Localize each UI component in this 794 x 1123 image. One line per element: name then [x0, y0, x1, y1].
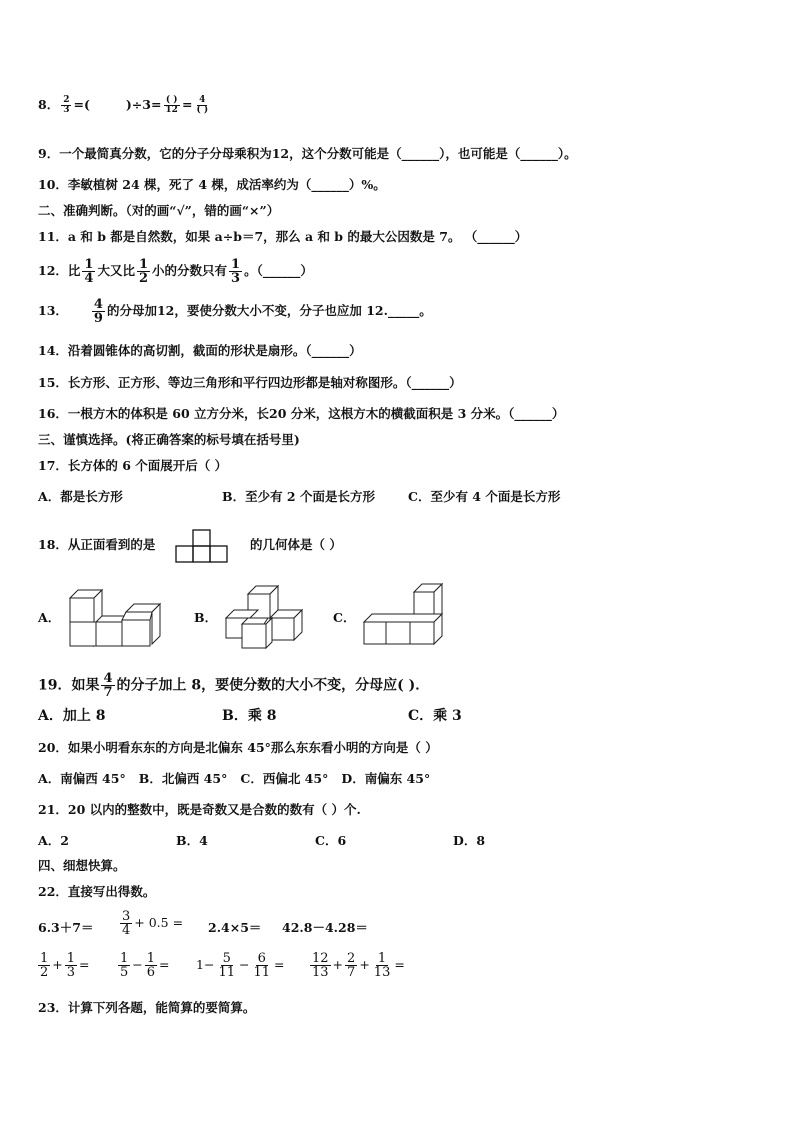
minus-sign: −: [132, 957, 143, 972]
fraction: [229, 258, 242, 285]
text: =(: [73, 97, 90, 112]
denominator: 6: [146, 965, 156, 980]
fraction: [372, 952, 393, 979]
numerator: 4: [199, 95, 206, 105]
denominator: 7: [103, 685, 113, 700]
fraction: [345, 952, 357, 979]
denominator: 12: [165, 105, 178, 115]
denominator: 13: [312, 965, 329, 980]
fraction: [38, 952, 50, 979]
plus-sign: +: [332, 957, 344, 972]
fraction: [251, 952, 272, 979]
option-a[interactable]: A．2: [38, 833, 69, 848]
text: 小的分数只有: [152, 263, 228, 278]
expression-4: 42.8－4.28＝: [282, 920, 368, 935]
text: 大又比: [97, 263, 135, 278]
numerator: 4: [103, 671, 113, 686]
question-20-options[interactable]: A．南偏西 45° B．北偏西 45° C．西偏北 45° D．南偏东 45°: [38, 771, 431, 786]
minus-sign: −: [238, 957, 250, 972]
plus-sign: +: [359, 957, 370, 972]
option-c[interactable]: C．至少有 4 个面是长方形: [408, 489, 561, 504]
fraction: [61, 96, 71, 115]
numerator: 2: [63, 95, 70, 105]
fraction: [120, 910, 132, 937]
text: )÷3=: [125, 97, 162, 112]
option-b[interactable]: B．乘 8: [222, 708, 277, 724]
question-12: [38, 258, 313, 285]
denominator: 3: [66, 965, 76, 980]
expression-8: [308, 952, 405, 979]
option-a[interactable]: A．都是长方形: [38, 489, 123, 504]
question-13: [38, 298, 432, 325]
question-18-prefix: 18．从正面看到的是: [38, 537, 156, 552]
question-22: 22．直接写出得数。: [38, 884, 156, 899]
denominator: 13: [373, 965, 391, 980]
expression-5: [36, 952, 90, 979]
numerator: 1: [138, 257, 149, 272]
denominator: 5: [120, 965, 129, 980]
option-d[interactable]: D．8: [453, 833, 486, 848]
text: + 0.5 =: [134, 915, 184, 930]
option-a[interactable]: A．: [38, 610, 61, 625]
text: 13．: [38, 303, 68, 318]
question-18-suffix: 的几何体是（ ）: [250, 537, 342, 552]
numerator: 4: [93, 297, 103, 312]
section-4-heading: 四、细想快算。: [38, 858, 126, 873]
equals-sign: =: [159, 957, 170, 972]
text: 12．比: [38, 263, 81, 278]
option-b[interactable]: B．4: [176, 833, 208, 848]
denominator: 4: [122, 923, 131, 938]
question-9: 9．一个最简真分数，它的分子分母乘积为12，这个分数可能是（______），也可能是（______）。: [38, 146, 577, 161]
expression-1: 6.3＋7＝: [38, 920, 94, 935]
denominator: 9: [93, 311, 103, 326]
fraction: [145, 952, 157, 979]
front-view-figure: [175, 528, 231, 564]
fraction: [137, 258, 150, 285]
fraction: [92, 298, 105, 325]
text: 的分母加12，要使分数大小不变，分子也应加 12._____。: [106, 303, 432, 318]
question-8: [38, 96, 212, 115]
fraction: [65, 952, 77, 979]
expression-3: 2.4×5＝: [208, 920, 262, 935]
cube-figure-c: [362, 582, 448, 648]
text: =: [181, 97, 193, 112]
expression-7: [196, 952, 285, 979]
option-b[interactable]: B．至少有 2 个面是长方形: [222, 489, 375, 504]
fraction: [118, 952, 130, 979]
denominator: ( ): [196, 105, 209, 115]
question-21: 21．20 以内的整数中，既是奇数又是合数的数有（ ）个.: [38, 802, 361, 817]
fraction: [101, 672, 114, 699]
option-a[interactable]: A．加上 8: [38, 708, 106, 724]
numerator: 1: [146, 951, 156, 966]
numerator: 6: [257, 951, 266, 966]
question-23: 23．计算下列各题，能简算的要简算。: [38, 1000, 256, 1015]
equals-sign: =: [394, 957, 405, 972]
minus-sign: −: [203, 957, 215, 972]
plus-sign: +: [52, 957, 63, 972]
text: 。（______）: [244, 263, 313, 278]
expression-6: [116, 952, 170, 979]
numerator: 2: [347, 951, 356, 966]
denominator: 3: [231, 271, 241, 286]
question-10: 10．李敏植树 24 棵，死了 4 棵，成活率约为（______）%。: [38, 177, 386, 192]
denominator: 2: [40, 965, 49, 980]
question-17: 17．长方体的 6 个面展开后（ ）: [38, 458, 228, 473]
numerator: 1: [231, 257, 241, 272]
question-11: 11．a 和 b 都是自然数，如果 a÷b＝7，那么 a 和 b 的最大公因数是 7。 （______）: [38, 229, 528, 244]
section-3-heading: 三、谨慎选择。(将正确答案的标号填在括号里): [38, 432, 300, 447]
denominator: 2: [138, 271, 149, 286]
numerator: 1: [40, 951, 49, 966]
question-16: 16．一根方木的体积是 60 立方分米，长20 分米，这根方木的横截面积是 3 分米。（______）: [38, 406, 565, 421]
fraction: [194, 96, 210, 115]
numerator: 12: [312, 951, 329, 966]
fraction: [163, 96, 180, 115]
denominator: 4: [84, 271, 94, 286]
question-number: 8．: [38, 97, 60, 112]
question-20: 20．如果小明看东东的方向是北偏东 45°那么东东看小明的方向是（ ）: [38, 740, 438, 755]
option-c[interactable]: C．乘 3: [408, 708, 462, 724]
denominator: 7: [347, 965, 356, 980]
question-19: [38, 672, 429, 699]
denominator: 11: [253, 965, 271, 980]
expression-2: [118, 910, 183, 937]
fraction: [216, 952, 237, 979]
option-c[interactable]: C．: [333, 610, 356, 625]
denominator: 3: [63, 105, 70, 115]
numerator: 1: [66, 951, 76, 966]
denominator: 11: [218, 965, 235, 980]
numerator: 1: [377, 951, 387, 966]
numerator: ( ): [165, 95, 178, 105]
text: 1: [196, 957, 204, 972]
option-b[interactable]: B．: [194, 610, 218, 625]
equals-sign: =: [79, 957, 90, 972]
fraction: [310, 952, 331, 979]
option-c[interactable]: C．6: [315, 833, 347, 848]
section-2-heading: 二、准确判断。（对的画“√”，错的画“×”）: [38, 203, 280, 218]
fraction: [82, 258, 95, 285]
cube-figure-a: [68, 586, 164, 650]
question-15: 15．长方形、正方形、等边三角形和平行四边形都是轴对称图形。（______）: [38, 375, 462, 390]
text: 19．如果: [38, 677, 100, 694]
numerator: 1: [84, 257, 94, 272]
cube-figure-b: [222, 584, 308, 650]
equals-sign: =: [274, 957, 285, 972]
question-14: 14．沿着圆锥体的高切割，截面的形状是扇形。（______）: [38, 343, 362, 358]
numerator: 1: [120, 951, 129, 966]
text: 的分子加上 8，要使分数的大小不变，分母应( )．: [116, 677, 430, 694]
numerator: 3: [122, 909, 131, 924]
numerator: 5: [222, 951, 231, 966]
